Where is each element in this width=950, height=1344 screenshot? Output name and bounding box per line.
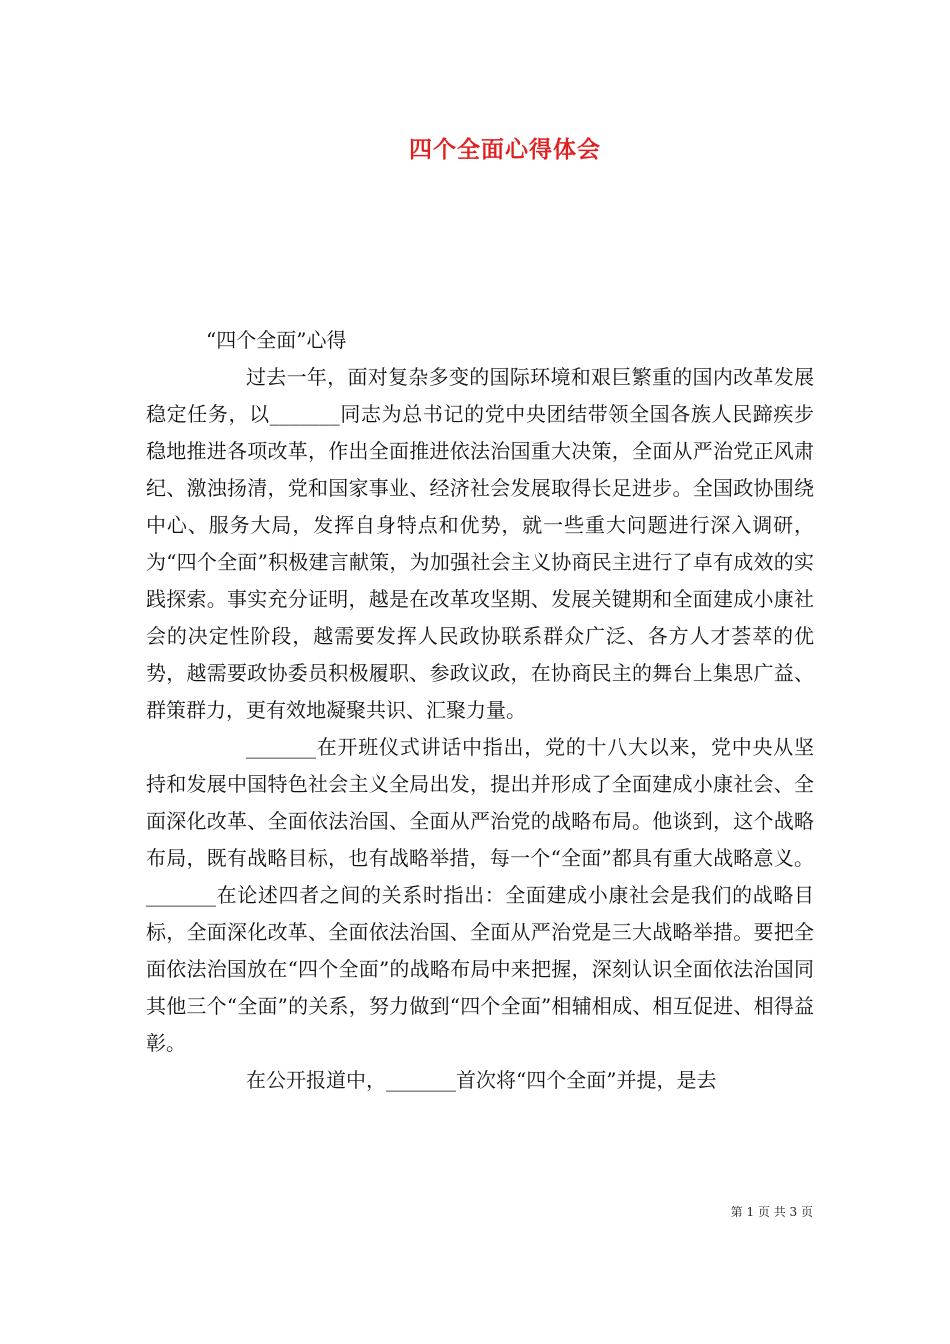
page-title: 四个全面心得体会	[409, 136, 601, 163]
paragraph-1: 过去一年，面对复杂多变的国际环境和艰巨繁重的国内改革发展稳定任务，以_______同志为总书记的党中央团结带领全国各族人民蹄疾步稳地推进各项改革，作出全面推进依法治国重大决策，全面从严治党正风肃纪、激浊扬清，党和国家事业、经济社会发展取得长足进步。全国政协围绕中心、服务大局，发挥自身特点和优势，就一些重大问题进行深入调研，为“四个全面”积极建言献策，为加强社会主义协商民主进行了卓有成效的实践探索。事实充分证明，越是在改革攻坚期、发展关键期和全面建成小康社会的决定性阶段，越需要发挥人民政协联系群众广泛、各方人才荟萃的优势，越需要政协委员积极履职、参政议政，在协商民主的舞台上集思广益、群策群力，更有效地凝聚共识、汇聚力量。	[146, 365, 814, 722]
page-number-footer: 第 1 页 共 3 页	[730, 1205, 813, 1219]
section-subheading: “四个全面”心得	[206, 328, 347, 352]
paragraph-3: 在公开报道中，_______首次将“四个全面”并提，是去	[246, 1068, 717, 1092]
paragraph-2: _______在开班仪式讲话中指出，党的十八大以来，党中央从坚持和发展中国特色社会主义全局出发，提出并形成了全面建成小康社会、全面深化改革、全面依法治国、全面从严治党的战略布局。他谈到，这个战略布局，既有战略目标，也有战略举措，每一个“全面”都具有重大战略意义。_______在论述四者之间的关系时指出：全面建成小康社会是我们的战略目标，全面深化改革、全面依法治国、全面从严治党是三大战略举措。要把全面依法治国放在“四个全面”的战略布局中来把握，深刻认识全面依法治国同其他三个“全面”的关系，努力做到“四个全面”相辅相成、相互促进、相得益彰。	[146, 735, 814, 1055]
document-body	[146, 322, 814, 1099]
